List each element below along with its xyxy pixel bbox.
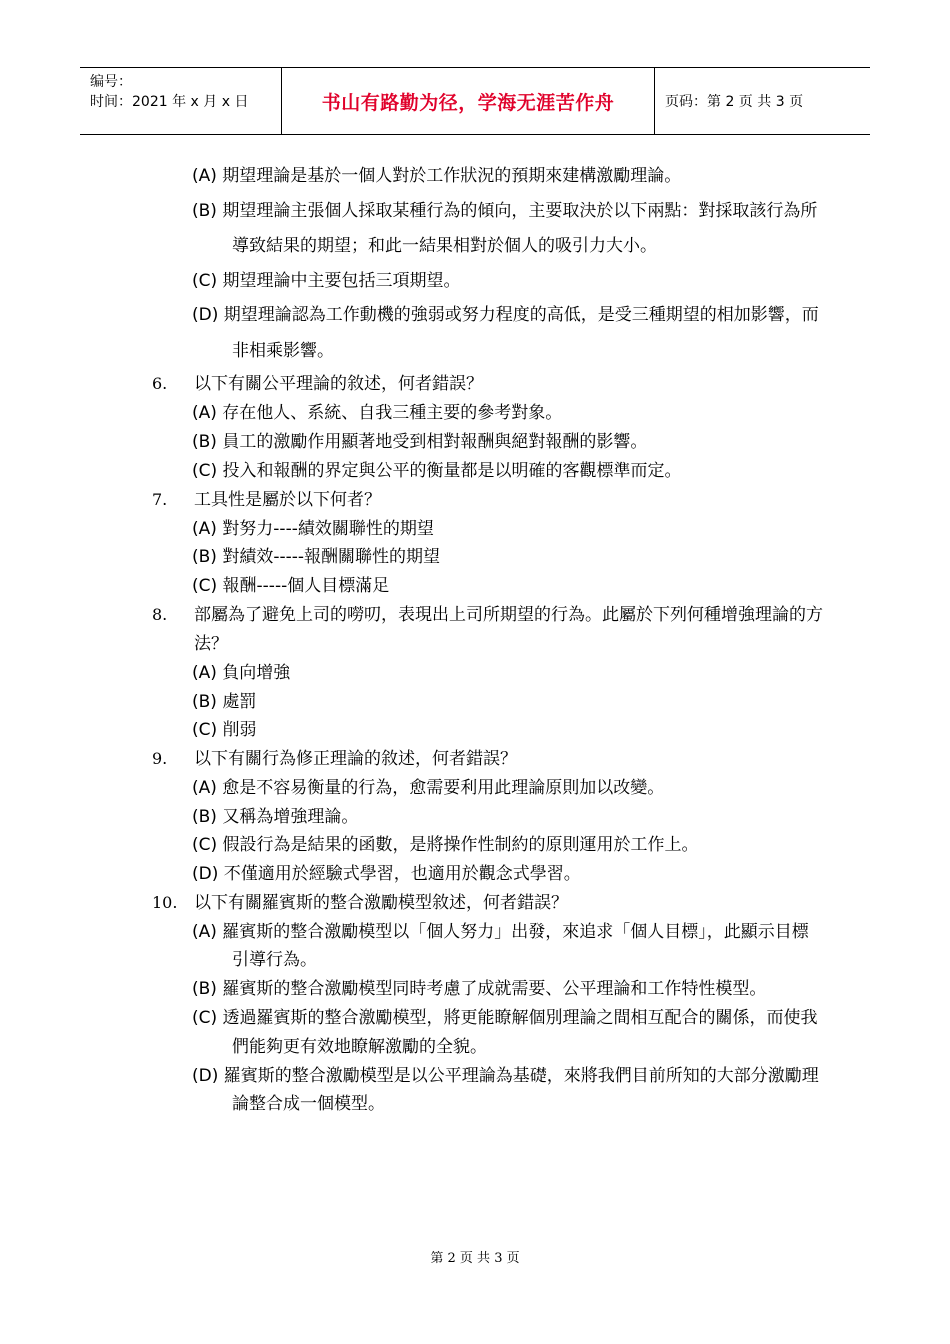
- page-header: [80, 67, 870, 135]
- q6-option-c: (C) 投入和報酬的界定與公平的衡量都是以明確的客觀標準而定。: [192, 461, 682, 481]
- q7-option-a: (A) 對努力----績效關聯性的期望: [192, 519, 434, 539]
- q6-number: 6.: [152, 374, 168, 393]
- q7-stem: 工具性是屬於以下何者？: [194, 490, 381, 510]
- q7-option-c: (C) 報酬-----個人目標滿足: [192, 576, 390, 596]
- q9-option-c: (C) 假設行為是結果的函數，是將操作性制約的原則運用於工作上。: [192, 835, 699, 855]
- q6-option-a: (A) 存在他人、系統、自我三種主要的參考對象。: [192, 403, 563, 423]
- q9-option-b: (B) 又稱為增強理論。: [192, 807, 359, 827]
- q8-option-a: (A) 負向增強: [192, 663, 291, 683]
- q5-option-d-cont: 非相乘影響。: [232, 341, 334, 361]
- q8-number: 8.: [152, 605, 168, 624]
- q5-option-a: (A) 期望理論是基於一個人對於工作狀況的預期來建構激勵理論。: [192, 166, 682, 186]
- q7-number: 7.: [152, 490, 168, 509]
- q10-stem: 以下有關羅賓斯的整合激勵模型敘述，何者錯誤？: [194, 893, 568, 913]
- q6-option-b: (B) 員工的激勵作用顯著地受到相對報酬與絕對報酬的影響。: [192, 432, 648, 452]
- time-label: 时间：2021 年 x 月 x 日: [90, 94, 249, 110]
- q9-number: 9.: [152, 749, 168, 768]
- page-footer: 第 2 页 共 3 页: [430, 1251, 520, 1266]
- q5-option-b-cont: 導致結果的期望；和此一結果相對於個人的吸引力大小。: [232, 236, 657, 256]
- q5-option-b: (B) 期望理論主張個人採取某種行為的傾向，主要取決於以下兩點：對採取該行為所: [192, 201, 818, 221]
- q8-stem-cont: 法？: [194, 634, 228, 654]
- q5-option-d: (D) 期望理論認為工作動機的強弱或努力程度的高低，是受三種期望的相加影響，而: [192, 305, 819, 325]
- q5-option-c: (C) 期望理論中主要包括三項期望。: [192, 271, 461, 291]
- q10-number: 10.: [152, 893, 178, 912]
- q10-option-d-cont: 論整合成一個模型。: [232, 1094, 385, 1114]
- q9-option-d: (D) 不僅適用於經驗式學習，也適用於觀念式學習。: [192, 864, 581, 884]
- q10-option-b: (B) 羅賓斯的整合激勵模型同時考慮了成就需要、公平理論和工作特性模型。: [192, 979, 767, 999]
- q8-stem: 部屬為了避免上司的嘮叨，表現出上司所期望的行為。此屬於下列何種增強理論的方: [194, 605, 823, 625]
- q8-option-c: (C) 削弱: [192, 720, 257, 740]
- q10-option-c: (C) 透過羅賓斯的整合激勵模型，將更能瞭解個別理論之間相互配合的關係，而使我: [192, 1008, 818, 1028]
- q7-option-b: (B) 對績效-----報酬關聯性的期望: [192, 547, 441, 567]
- q6-stem: 以下有關公平理論的敘述，何者錯誤？: [194, 374, 483, 394]
- number-label: 编号：: [90, 74, 132, 90]
- q9-stem: 以下有關行為修正理論的敘述，何者錯誤？: [194, 749, 517, 769]
- q9-option-a: (A) 愈是不容易衡量的行為，愈需要利用此理論原則加以改變。: [192, 778, 665, 798]
- header-page-info: 页码：第 2 页 共 3 页: [665, 94, 804, 110]
- q10-option-d: (D) 羅賓斯的整合激勵模型是以公平理論為基礎，來將我們目前所知的大部分激勵理: [192, 1066, 819, 1086]
- q10-option-c-cont: 們能夠更有效地瞭解激勵的全貌。: [232, 1037, 487, 1057]
- q10-option-a: (A) 羅賓斯的整合激勵模型以「個人努力」出發，來追求「個人目標」，此顯示目標: [192, 922, 809, 942]
- header-meta-cell: [80, 68, 282, 134]
- q8-option-b: (B) 處罰: [192, 692, 257, 712]
- q10-option-a-cont: 引導行為。: [232, 950, 317, 970]
- header-motto: 书山有路勤为径，学海无涯苦作舟: [282, 68, 655, 134]
